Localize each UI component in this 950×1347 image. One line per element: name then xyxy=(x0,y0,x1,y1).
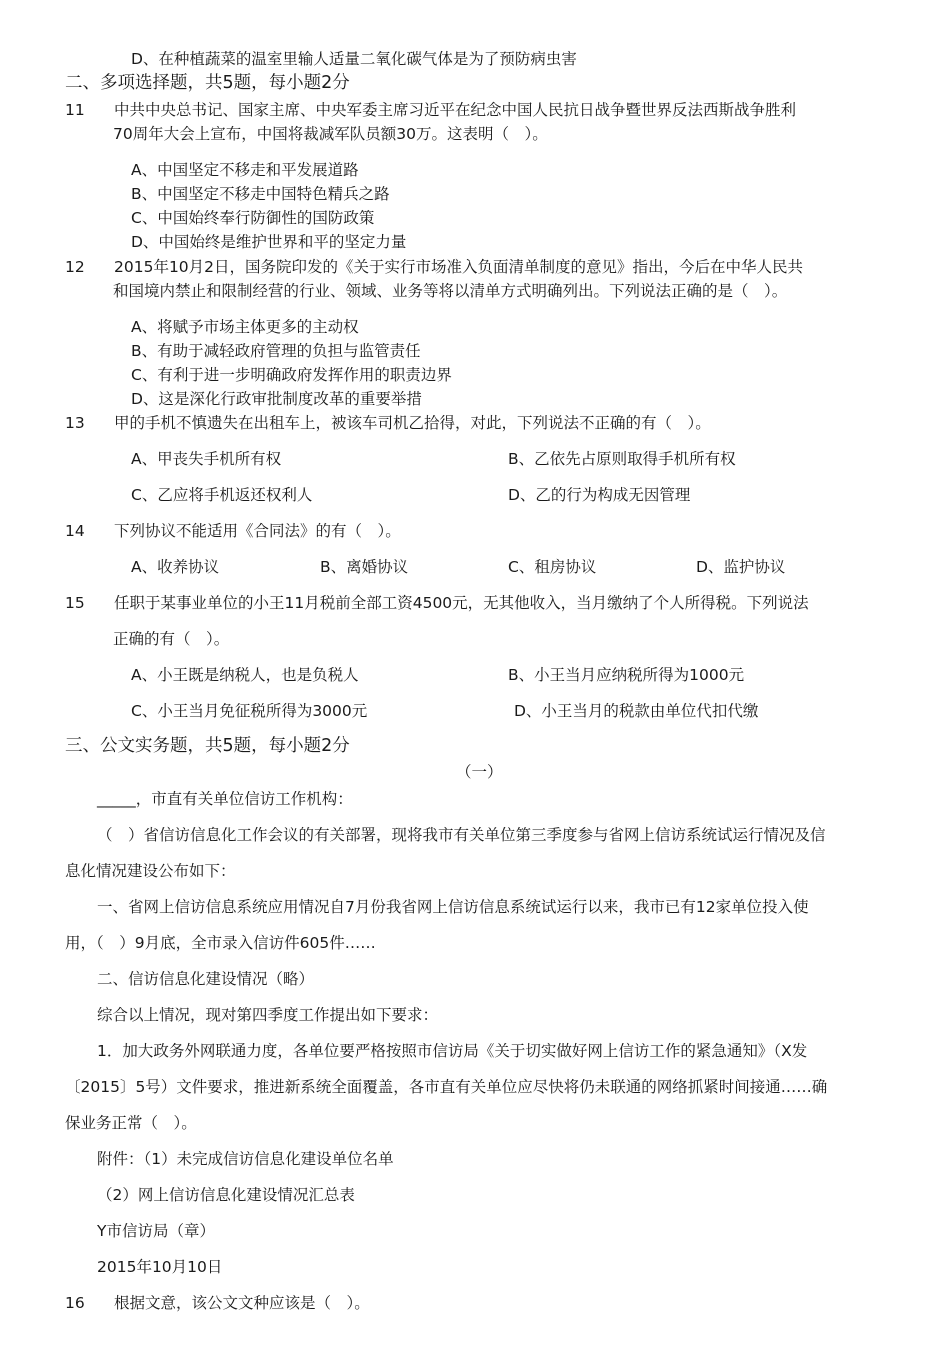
q15-number: 15 xyxy=(65,594,85,612)
q11-option-c: C、中国始终奉行防御性的国防政策 xyxy=(131,209,375,227)
addressee-blank: _____ xyxy=(97,790,136,808)
q15-option-d: D、小王当月的税款由单位代扣代缴 xyxy=(514,702,759,720)
doc-para3: 二、信访信息化建设情况（略） xyxy=(97,970,315,988)
q14-number: 14 xyxy=(65,522,85,540)
q14-stem: 下列协议不能适用《合同法》的有（ ）。 xyxy=(114,522,401,540)
q12-stem-line1: 2015年10月2日，国务院印发的《关于实行市场准入负面清单制度的意见》指出，今后在中华人民共 xyxy=(114,258,804,276)
q11-number: 11 xyxy=(65,101,85,119)
q10-option-d: D、在种植蔬菜的温室里输人适量二氧化碳气体是为了预防病虫害 xyxy=(131,50,577,68)
q16-number: 16 xyxy=(65,1294,85,1312)
q13-option-b: B、乙依先占原则取得手机所有权 xyxy=(508,450,736,468)
q12-option-c: C、有利于进一步明确政府发挥作用的职责边界 xyxy=(131,366,452,384)
q14-option-b: B、离婚协议 xyxy=(320,558,409,576)
q12-option-a: A、将赋予市场主体更多的主动权 xyxy=(131,318,359,336)
q12-stem-line2: 和国境内禁止和限制经营的行业、领域、业务等将以清单方式明确列出。下列说法正确的是（ ）。 xyxy=(113,282,788,300)
q13-number: 13 xyxy=(65,414,85,432)
q15-option-c: C、小王当月免征税所得为3000元 xyxy=(131,702,368,720)
section2-title: 二、多项选择题，共5题，每小题2分 xyxy=(65,73,350,93)
doc-para2-line2: 用，（ ）9月底，全市录入信访件605件…… xyxy=(65,934,376,952)
q11-option-b: B、中国坚定不移走中国特色精兵之路 xyxy=(131,185,390,203)
doc-signer: Y市信访局（章） xyxy=(97,1222,215,1240)
section3-title: 三、公文实务题，共5题，每小题2分 xyxy=(65,736,350,756)
doc-attachment-2: （2）网上信访信息化建设情况汇总表 xyxy=(97,1186,355,1204)
doc-attachment-1: 附件：（1）未完成信访信息化建设单位名单 xyxy=(97,1150,394,1168)
q12-option-b: B、有助于减轻政府管理的负担与监管责任 xyxy=(131,342,421,360)
doc-para1-line2: 息化情况建设公布如下： xyxy=(65,862,236,880)
doc-para5-line3: 保业务正常（ ）。 xyxy=(65,1114,197,1132)
doc-para5-line2: 〔2015〕5号）文件要求，推进新系统全面覆盖，各市直有关单位应尽快将仍未联通的网络抓紧时间接通……确 xyxy=(65,1078,828,1096)
q16-stem: 根据文意，该公文文种应该是（ ）。 xyxy=(114,1294,370,1312)
q13-stem: 甲的手机不慎遗失在出租车上，被该车司机乙拾得，对此，下列说法不正确的有（ ）。 xyxy=(114,414,711,432)
doc-para2-line1: 一、省网上信访信息系统应用情况自7月份我省网上信访信息系统试运行以来，我市已有12家单位投入使 xyxy=(97,898,809,916)
q11-stem-line2: 70周年大会上宣布，中国将裁减军队员额30万。这表明（ ）。 xyxy=(113,125,548,143)
q15-option-a: A、小王既是纳税人，也是负税人 xyxy=(131,666,359,684)
q13-option-c: C、乙应将手机返还权利人 xyxy=(131,486,313,504)
doc-para1-line1: （ ）省信访信息化工作会议的有关部署，现将我市有关单位第三季度参与省网上信访系统试运行情况及信 xyxy=(97,826,826,844)
q13-option-a: A、甲丧失手机所有权 xyxy=(131,450,282,468)
q13-option-d: D、乙的行为构成无因管理 xyxy=(508,486,691,504)
q12-number: 12 xyxy=(65,258,85,276)
q14-option-d: D、监护协议 xyxy=(696,558,786,576)
q15-option-b: B、小王当月应纳税所得为1000元 xyxy=(508,666,745,684)
q12-option-d: D、这是深化行政审批制度改革的重要举措 xyxy=(131,390,422,408)
doc-addressee xyxy=(97,789,353,809)
doc-para5-line1: 1．加大政务外网联通力度，各单位要严格按照市信访局《关于切实做好网上信访工作的紧急通知》（X发 xyxy=(97,1042,808,1060)
doc-para4: 综合以上情况，现对第四季度工作提出如下要求： xyxy=(97,1006,439,1024)
q14-option-c: C、租房协议 xyxy=(508,558,597,576)
q14-option-a: A、收养协议 xyxy=(131,558,220,576)
addressee-text: ，市直有关单位信访工作机构： xyxy=(135,790,353,808)
doc-part-heading: （一） xyxy=(456,763,503,781)
q15-stem-line2: 正确的有（ ）。 xyxy=(113,630,230,648)
doc-date: 2015年10月10日 xyxy=(97,1258,223,1276)
q11-option-d: D、中国始终是维护世界和平的坚定力量 xyxy=(131,233,407,251)
q15-stem-line1: 任职于某事业单位的小王11月税前全部工资4500元，无其他收入，当月缴纳了个人所得税。下列说法 xyxy=(114,594,809,612)
q11-stem-line1: 中共中央总书记、国家主席、中央军委主席习近平在纪念中国人民抗日战争暨世界反法西斯战争胜利 xyxy=(114,101,797,119)
q11-option-a: A、中国坚定不移走和平发展道路 xyxy=(131,161,359,179)
